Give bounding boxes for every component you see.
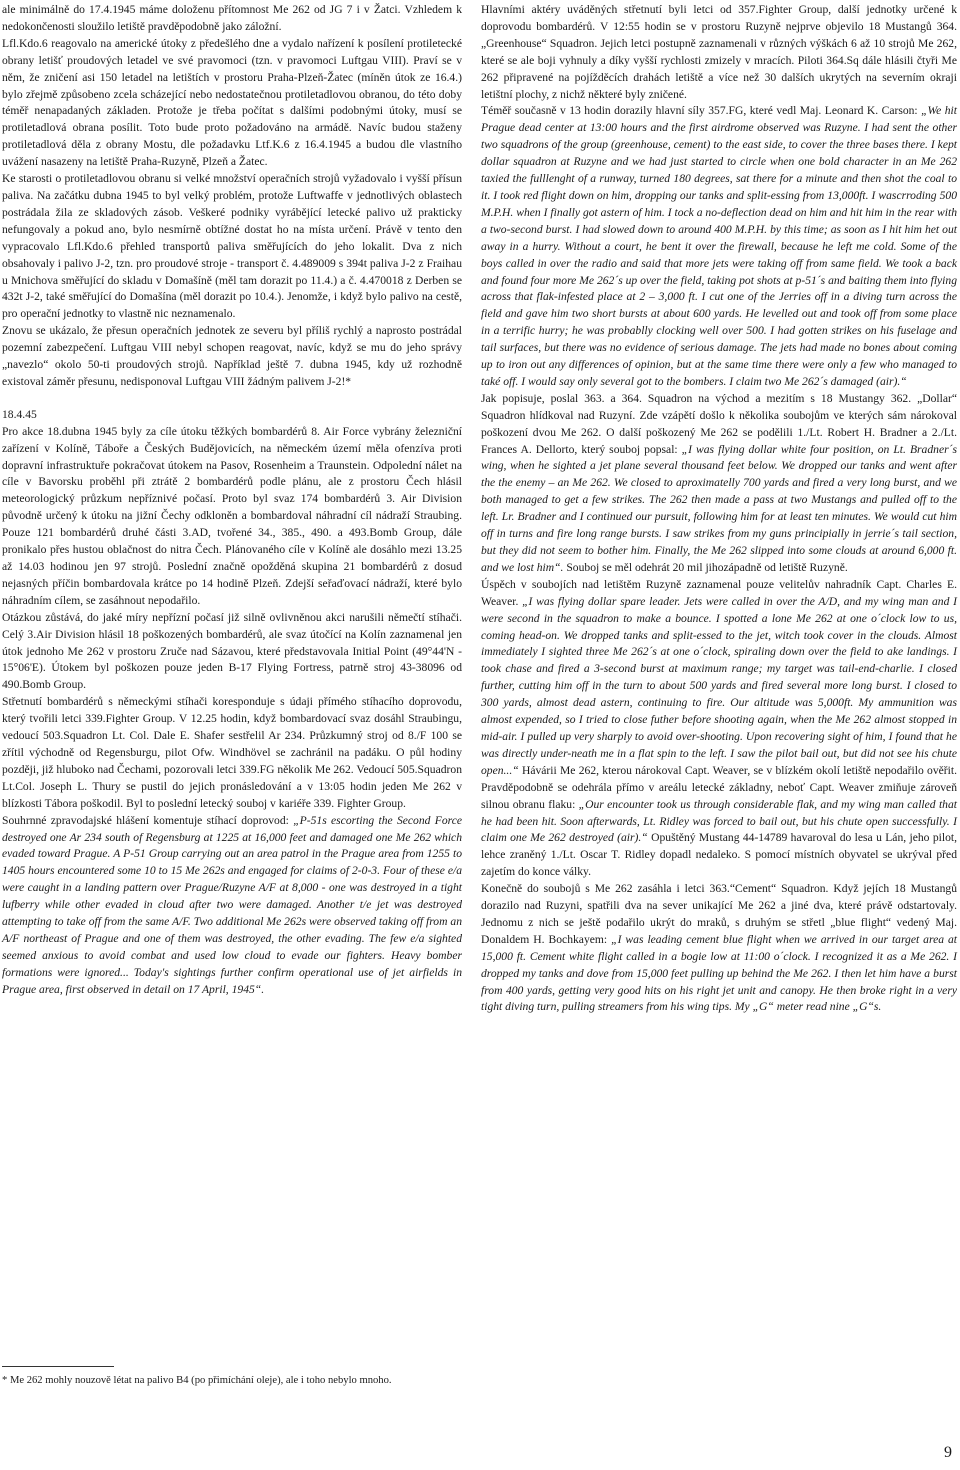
- report-quote: „P-51s escorting the Second Force destroyed one Ar 234 south of Regensburg at 1225 at 16,000 feet and damaged one Me 262 which evaded toward Prague. A P-51 Group carrying out an area patrol in the Prague area from 1255 to 1405 hours encountered some 10 to 15 Me 262s and engaged for claims of 2-0-3. Four of these e/a were caught in a landing pattern over Prague/Ruzyne A/F at 8,000 - one was destroyed in a tight lufberry while other evaded in cloud after two were damaged. Another t/e jet was destroyed attempting to take off from the same A/F. Two additional Me 262s were observed taking off from an A/F northeast of Prague and one of them was destroyed, the other evading. The few e/a sighted seemed anxious to avoid combat and used low cloud to evade our fighters. Heavy bomber formations were ignored... Today's sightings further confirm operational use of jet airfields in Prague area, first observed in detail on 17 April, 1945“.: [2, 813, 462, 996]
- paragraph: Střetnutí bombardérů s německými stíhači koresponduje s údaji přímého stíhacího doprovodu, který tvořili letci 339.Fighter Group. V 12.25 hodin, když bombardovací svaz dosáhl Straubingu, vedoucí 503.Squadron Lt. Col. Dale E. Shafer sestřelil Ar 234. Průzkumný stroj od 8./F 100 se zřítil východně od Regensburgu, pilot Ofw. Windhövel se zachránil na padáku. O půl hodiny později, již hluboko nad Čechami, pozorovali letci 339.FG několik Me 262. Vedoucí 505.Squadron Lt.Col. Joseph L. Thury se pustil do jejich pronásledování a v 13:05 hodin jeden Me 262 v blízkosti Tábora poškodil. Byl to poslední letecký souboj v kariéře 339. Fighter Group.: [2, 695, 462, 810]
- paragraph: Znovu se ukázalo, že přesun operačních jednotek ze severu byl příliš rychlý a naprosto postrádal pozemní zabezpečení. Luftgau VIII nebyl schopen reagovat, navíc, když se mu do jeho správy „navezlo“ okolo 50-ti proudových strojů. Například ještě 7. dubna 1945, kdy už rozhodně existoval záměr přesunu, nedisponoval Luftgau VIII žádným palivem J-2!*: [2, 324, 462, 388]
- paragraph: Otázkou zůstává, do jaké míry nepřízní počasí již silně ovlivněnou akci narušili němečtí stíhači. Celý 3.Air Division hlásil 18 poškozených bombardérů, ale svaz útočící na Kolín zaznamenal jen útok jednoho Me 262 v prostoru Zruče nad Sázavou, které představovala Initial Point (49°44'N - 15°06'E). Útokem byl poškozen pouze jeden B-17 Flying Fortress, patrně stroj 43-38096 od 490.Bomb Group.: [2, 610, 462, 692]
- footnote-divider: [2, 1366, 114, 1367]
- paragraph-lead: Konečně do soubojů s Me 262 zasáhla i letci 363.“Cement“ Squadron. Když jejích 18 Mustangů dorazilo nad Ruzyni, spatřili dva na sever unikající Me 262 a jiné dva, které právě odstartovaly. Jednomu z nich se ještě podařilo ukrýt do mraků, s druhým se střetl „blue flight“ vedený Maj. Donaldem H. Bochkayem:: [481, 882, 957, 946]
- paragraph: Pro akce 18.dubna 1945 byly za cíle útoku těžkých bombardérů 8. Air Force vybrány železniční zařízení v Kolíně, Táboře a Českých Budějovicích, na německém území měla ofenzíva proti dopravní infrastruktuře pokračovat útokem na Pasov, Rosenheim a Traunstein. Odpolední nálet na cíle v Bavorsku proběhl při ztrátě 2 bombardérů podle plánu, ale z prostoru Čech hlásil meteorologický průzkum nepříznivé počasí. Proto byl svaz 174 bombardérů 3. Air Division původně určený k útoku na jižní Čechy odkloněn a bombardoval náhradní cíl nádraží Straubing. Pouze 121 bombardérů druhé části 3.AD, tvořené 34., 385., 490. a 493.Bomb Group, dále pronikalo přes hustou oblačnost do nitra Čech. Plánovaného cíle v Kolíně ale dosáhlo mezi 13.25 až 14.03 hodinou jen 97 strojů. Poslední značně opožděná skupina 21 bombardérů z dosud nejasných příčin bombardovala krátce po 14 hodině Plzeň. Zdejší seřaďovací nádraží, které bylo náhradním cílem, se zasáhnout nepodařilo.: [2, 424, 462, 607]
- paragraph: Hlavními aktéry uváděných střetnutí byli letci od 357.Fighter Group, další jednotky určené k doprovodu bombardérů. V 12:55 hodin se v prostoru Ruzyně nejprve objevilo 18 Mustangů 364. „Greenhouse“ Squadron. Jejich letci postupně zaznamenali v různých výškách 6 až 10 strojů Me 262, které se ale boji vyhnuly a díky vyšší rychlosti zmizely v mracích. Piloti 364.Sq dále hlásili čtyři Me 262 připravené na pojížděcích drahách letiště a více než 30 dalších ukrytých na severním okraji letištní plochy, z nichž některé byly zničené.: [481, 3, 957, 101]
- paragraph-tail: Souboj se měl odehrát 20 mil jihozápadně od letiště Ruzyně.: [563, 560, 848, 574]
- paragraph: [481, 881, 957, 1016]
- date-heading: 18.4.45: [2, 407, 37, 421]
- paragraph-lead: Souhrnné zpravodajské hlášení komentuje stíhací doprovod:: [2, 813, 294, 827]
- page-number: 9: [944, 1444, 952, 1461]
- pilot-quote: „Our encounter took us through considerable flak, and my wing man called that he had been hit. Soon afterwards, Lt. Ridley was forced to bail out, but his chute open successfully. I claim one Me 262 destroyed (air).“: [481, 797, 957, 845]
- paragraph-lead: Jak popisuje, poslal 363. a 364. Squadron na východ a mezitím s 18 Mustangy 362. „Dollar“ Squadron hlídkoval nad Ruzyní. Zde vzápětí došlo k několika soubojům ve kterých sám nárokoval poškození dvou Me 262. O další poškozený Me 262 se podělili 1./Lt. Robert H. Bradner a 2./Lt. Frances A. Dellorto, který souboj popsal:: [481, 391, 957, 456]
- paragraph: [2, 813, 462, 999]
- left-column: [2, 2, 462, 999]
- paragraph: Ke starosti o protiletadlovou obranu si velké množství operačních strojů vyžadovalo i vyšší přísun paliva. Na začátku dubna 1945 to byl velký problém, protože Luftwaffe v jednotlivých oblastech postrádala žila ze skladových zásob. Veškeré podniky vyrábějící letecké palivo už prakticky nefungovaly a pokud ano, bylo nesmírně obtížné dostat ho na místa určení. Právě v tento den vypracovalo Lfl.Kdo.6 přehled transportů paliva směřujících do jeho lokalit. Dva z nich obsahovaly i palivo J-2, tzn. pro proudové stroje - transport č. 4.489009 s 394t paliva J-2 z Fraihau u Mnichova směřující do skladu v Domašíně (měl tam dorazit po 11.4.) a č. 4.470018 z Derben se 432t J-2, také směřující do Domašína (měl dorazit po 10.4.). Jenomže, i když bylo palivo na cestě, pro operační jednotky to vlastně nic neznamenalo.: [2, 172, 462, 321]
- paragraph-tail: Hávárii Me 262, kterou nárokoval Capt. Weaver, se v blízkém okolí letiště nepodařilo ověřit. Pravděpodobně se odehrála přímo v areálu letecké základny, neboť Capt. Weaver zmiňuje zároveň silnou obranu flaku:: [481, 763, 957, 811]
- paragraph-lead: Úspěch v soubojích nad letištěm Ruzyně zaznamenal pouze velitelův nahradník Capt. Charles E. Weaver.: [481, 577, 957, 608]
- right-column: [481, 2, 957, 1016]
- pilot-quote: „I was flying dollar spare leader. Jets were called in over the A/D, and my wing man and I were second in the squadron to make a bounce. I spotted a lone Me 262 at one o´clock low to us, coming head-on. We dropped tanks and split-essed to the jet, witch took cover in the clouds. Almost immediately I sighted three Me 262´s at one o´clock, spiraling down over the field to ake landings. I took chase and fired a 3-second burst at maximum range; my target was tail-end-charlie. I closed further, cutting him off in the turn to about 500 yards and fired several more long burst. I closed to 300 yards, almost dead astern, continuing to fire. Our altitude was 5,000ft. My ammunition was almost expended, so I tried to close futher before shooting again, when the Me 262 almost stopped in mid-air. I pulled up very sharply to avoid over-shooting. Upon recovering sight of him, I found that he was directly under-neath me in a flat spin to the left. I saw the pilot bail out, but did not see his chute open...“: [481, 594, 957, 777]
- paragraph-lead: Téměř současně v 13 hodin dorazily hlavní síly 357.FG, které vedl Maj. Leonard K. Carson:: [481, 104, 922, 118]
- footnote: * Me 262 mohly nouzově létat na palivo B4 (po přimíchání oleje), ale i toho nebylo mnoho.: [2, 1375, 392, 1386]
- pilot-quote: „We hit Prague dead center at 13:00 hours and the first airdrome observed was Ruzyne. I had sent the other two squadrons of the group (greenhouse, cement) to the east side, to cover the three bases there. I kept dollar squadron at Ruzyne and we had just started to circle when one bold character in an Me 262 taxied the fulllenght of a runway, turned 180 degrees, sat there for a minute and then shot the coal to it. I took red flight down on him, dropping our tanks and split-essing from 13,000ft. I wascrroding 500 M.P.H. when I finally got astern of him. I tock a no-deflection dead on him and hit him in the rear with a two-second burst. I had slowed down to around 400 M.P.H. by this time; as soon as I hit him het out away in a hurry. Without a court, he bent it over the firewall, because he left me cold. Some of the boys called in over the radio and said that more jets were taking off from same field. We took a back and found four more Me 262´s up over the field, taking pot shots at p-51´s and baiting them into flying across that flak-infested place at 2 – 3,000 ft. I cut one of the Jerries off in a diving turn across the field and gave him two short bursts at about 600 yards. He levelled out and took off from some place in a terrific hurry; he was probablly clocking well over 500. I had gotten strikes on his fuselage and tail surfaces, but there was no evidence of serious damage. The jets had made no bones about coming up to iron out any differences of opinion, but at the same time there were only a few who managed to také off. I would say only several got to the bombers. I claim two Me 262´s damaged (air).“: [481, 104, 957, 388]
- paragraph-tail: Opuštěný Mustang 44-14789 havaroval do lesa u Lán, jeho pilot, lehce zraněný 1./Lt. Oscar T. Ridley dopadl nedaleko. S pomocí místních obyvatel se ukrýval před zajetím do konce války.: [481, 831, 957, 879]
- paragraph: [481, 103, 957, 390]
- pilot-quote: „I was flying dollar white four position, on Lt. Bradner´s wing, when he sighted a jet plane several thousand feet below. We dropped our tanks and went after the the enemy – an Me 262. We closed to aproximatelly 700 yards and fired a very long burst, and we both managed to get a few strikes. The 262 then made a pass at two Mustangs and pulled off to the left. Lr. Bradner and I continued our pursuit, following him for at least ten minutes. We would cut him off in turns and fire long range bursts. I saw strikes from my guns principially in jerrie´s tail section, but they did not seem to bother him. Finally, the Me 262 slipped into some clouds at around 6,000 ft. and we lost him“.: [481, 442, 957, 574]
- paragraph: Lfl.Kdo.6 reagovalo na americké útoky z předešlého dne a vydalo nařízení k posílení protiletecké obrany letišť proudových letadel ve své pravomoci (tzn. v pravomoci Luftgau VIII). Praví se v něm, že zničení asi 150 letadel na letištích v prostoru Praha-Plzeň-Žatec (míněn útok ze 16.4.) bylo zřejmě způsobeno zcela scházející nebo nedostatečnou protiletadlovou obranou, do této doby téměř nenapadaných základen. Protože je třeba počítat s dalšími podobnými útoky, musí se protiletadlová obrana posílit. Toto bude proto požadováno na armádě. Navíc budou staženy protiletadlová děla z obrany Mostu, dle požadavku Ltf.K.6 z 16.4.1945 a budou dle vlastního uvážení nasazeny na letiště Praha-Ruzyně, Plzeň a Žatec.: [2, 36, 462, 169]
- paragraph: ale minimálně do 17.4.1945 máme doloženu přítomnost Me 262 od JG 7 i v Žatci. Vzhledem k nedokončenosti sloužilo letiště pravděpodobně jako záložní.: [2, 3, 462, 33]
- pilot-quote: „I was leading cement blue flight when we arrived in our target area at 15,000 ft. Cement white flight called in a bogie low at 11:00 o´clock. I recognized it as a Me 262. I dropped my tanks and dove from 15,000 feet pulling up behind the Me 262. I then let him have a burst from 400 yards, getting very good hits on his right jet unit and canopy. He then broke right in a very tight diving turn, pulling streamers from his wing tips. My „G“ meter read nine „G“s.: [481, 932, 958, 1014]
- paragraph: [481, 577, 957, 881]
- paragraph: [481, 391, 957, 577]
